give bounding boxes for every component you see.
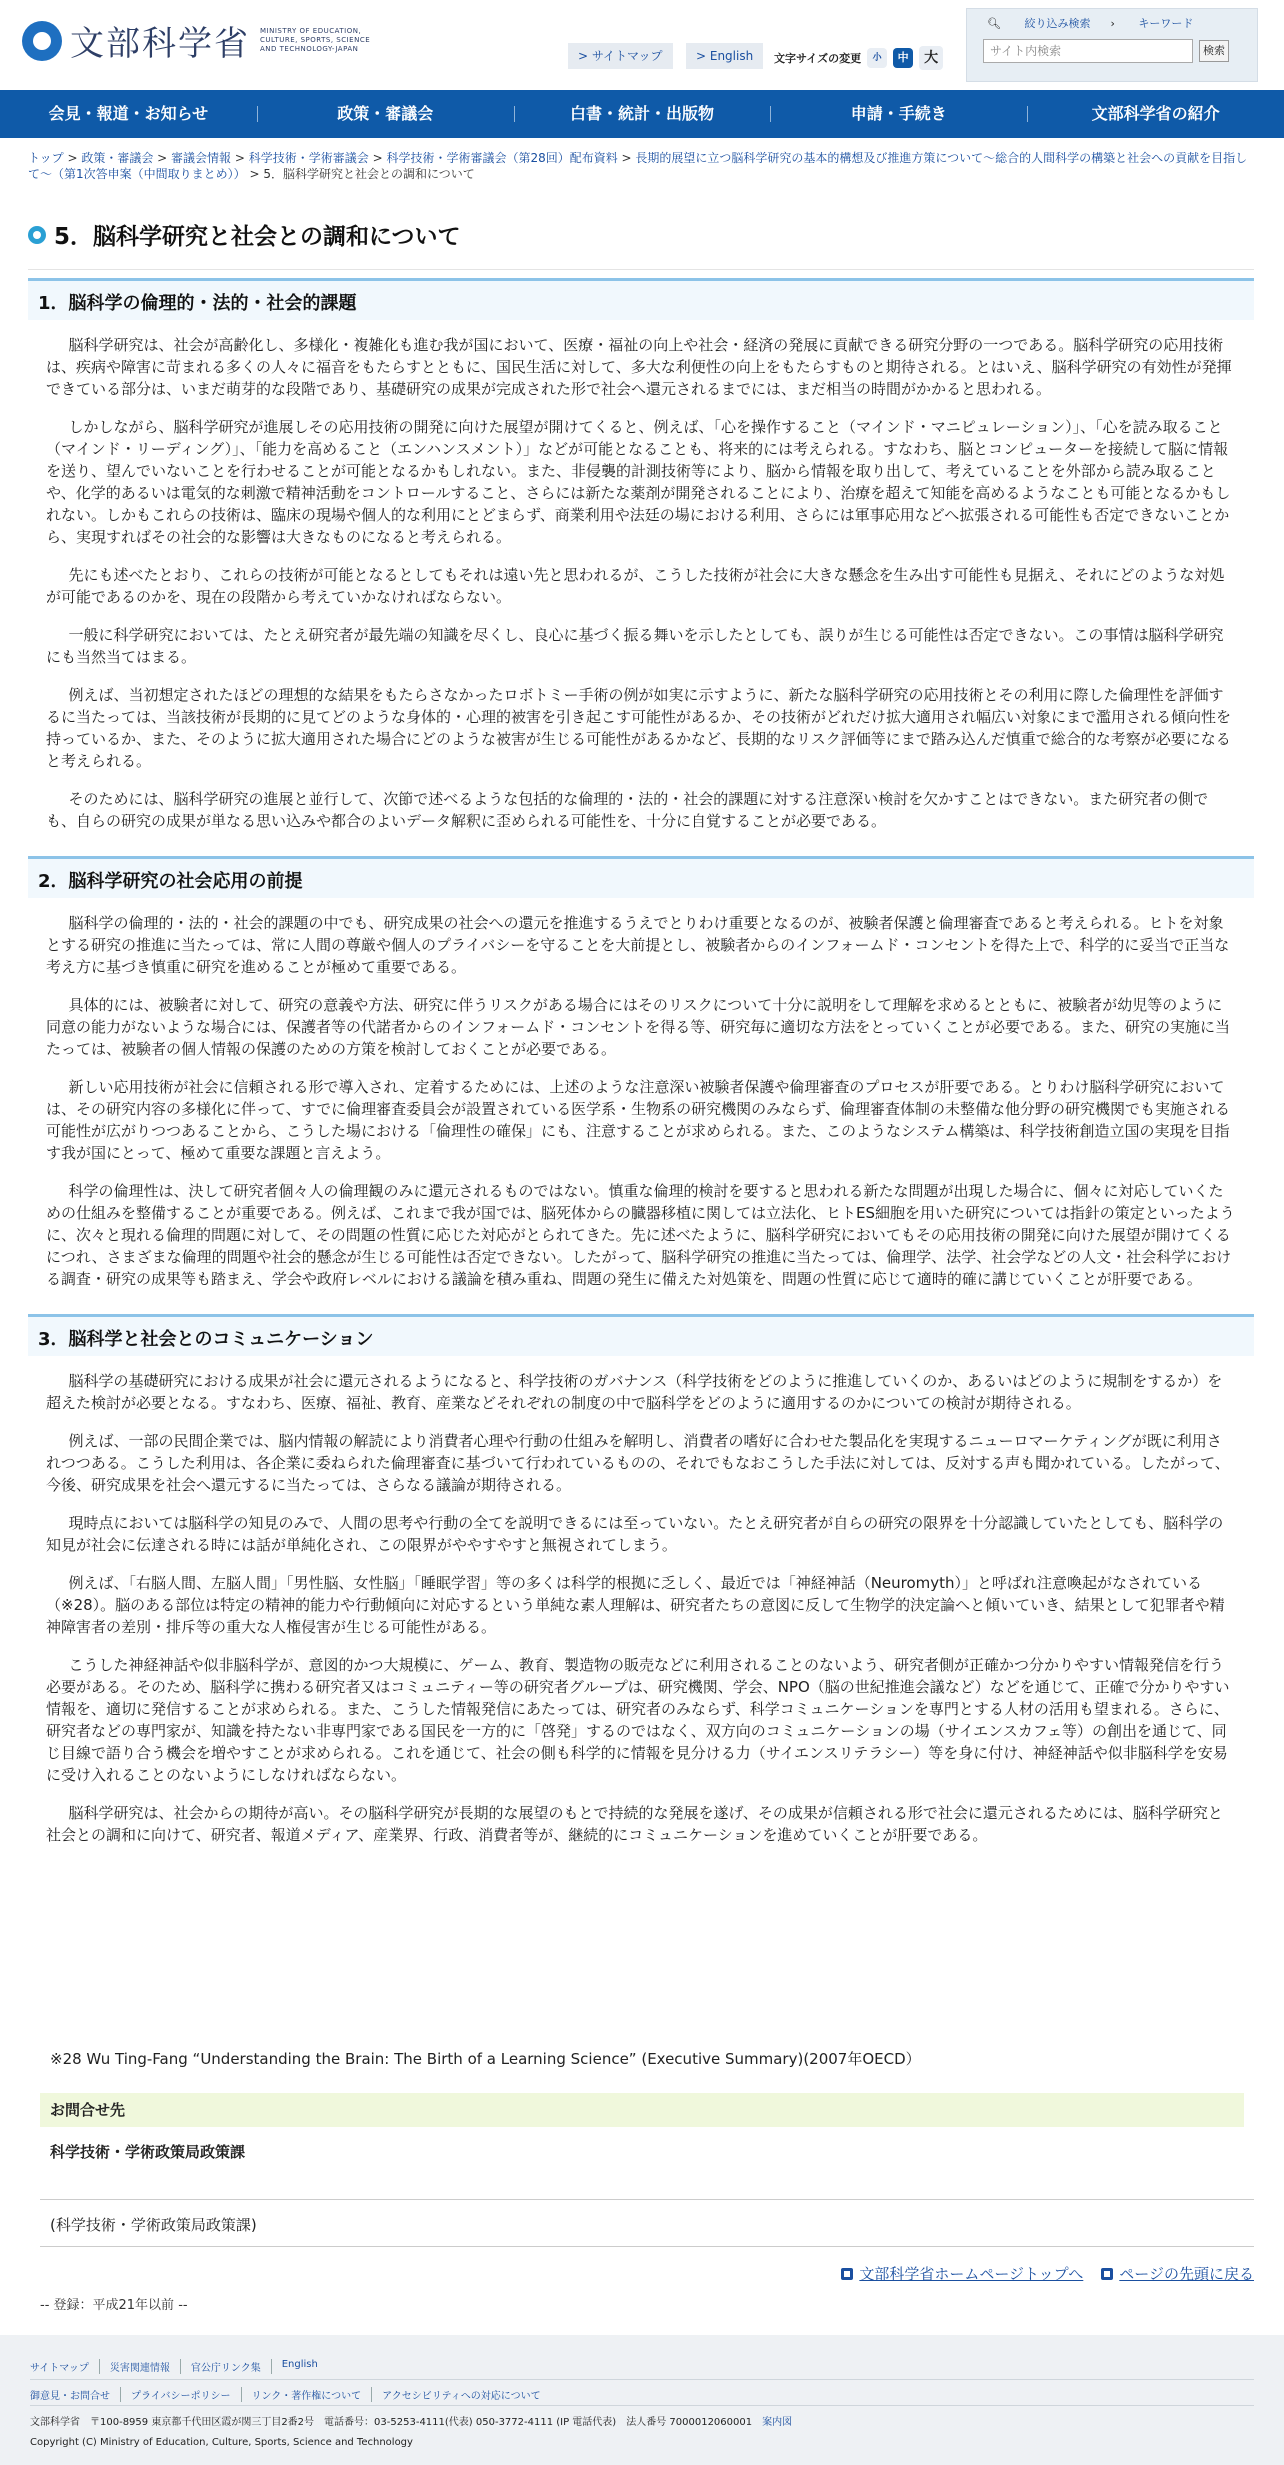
footer-link-accessibility[interactable]: アクセシビリティへの対応について <box>382 2391 541 2402</box>
gnav-about[interactable]: 文部科学省の紹介 <box>1027 90 1284 138</box>
paragraph: 一般に科学研究においては、たとえ研究者が最先端の知識を尽くし、良心に基づく振る舞いを示したとしても、誤りが生じる可能性は否定できない。この事情は脳科学研究にも当然当てはまる。 <box>46 626 1224 666</box>
section-heading-1: 1．脳科学の倫理的・法的・社会的課題 <box>28 278 1254 320</box>
paragraph: 例えば、「右脳人間、左脳人間」「男性脳、女性脳」「睡眠学習」等の多くは科学的根拠に乏しく、最近では「神経神話（Neuromyth）」と呼ばれ注意喚起がなされている（※28）。脳のある部位は特定の精神的能力や行動傾向に対応するという単純な素人理解は、研究者たちの意図に反して生物学的決定論へと傾いていき、結果として犯罪者や精神障害者の差別・排斥等の重大な人権侵害が生じる可能性がある。 <box>46 1574 1225 1636</box>
footer-link-government[interactable]: 官公庁リンク集 <box>190 2363 261 2374</box>
page-title: 5．脳科学研究と社会との調和について <box>28 200 1254 270</box>
footer-address: 文部科学省 〒100-8959 東京都千代田区霞が関三丁目2番2号 電話番号：03-5253-4111(代表) 050-3772-4111 (IP 電話代表) 法人番号 7000012060001 案内図 <box>30 2417 793 2428</box>
search-links <box>987 15 1213 31</box>
breadcrumb-item[interactable]: 科学技術・学術審議会（第28回）配布資料 <box>386 151 618 165</box>
divider <box>40 2199 1254 2200</box>
search-refine-link[interactable]: 🔍︎ 絞り込み検索 <box>987 17 1091 30</box>
font-small-button[interactable]: 小 <box>867 48 887 68</box>
section-heading-3: 3．脳科学と社会とのコミュニケーション <box>28 1314 1254 1356</box>
divider <box>40 2246 1254 2247</box>
paragraph: 脳科学研究は、社会が高齢化し、多様化・複雑化も進む我が国において、医療・福祉の向上や社会・経済の発展に貢献できる研究分野の一つである。脳科学研究の応用技術は、疾病や障害に苛まれる多くの人々に福音をもたらすとともに、国民生活に対して、多大な利便性の向上をもたらすものと期待される。とはいえ、脳科学研究の有効性が発揮できている部分は、いまだ萌芽的な段階であり、基礎研究の成果が完成された形で社会へ還元されるまでには、まだ相当の時間がかかると思われる。 <box>46 336 1232 398</box>
home-link[interactable]: 文部科学省ホームページトップへ <box>841 2263 1083 2284</box>
logo-english: MINISTRY OF EDUCATION, CULTURE, SPORTS, SCIENCE AND TECHNOLOGY-JAPAN <box>260 27 371 53</box>
global-nav <box>0 90 1284 138</box>
bullet-circle-icon <box>28 226 46 244</box>
bureau-name: (科学技術・学術政策局政策課) <box>50 2216 257 2234</box>
gnav-press[interactable]: 会見・報道・お知らせ <box>48 104 209 123</box>
font-size-label: 文字サイズの変更 <box>774 52 862 65</box>
search-keyword-link[interactable]: › キーワード <box>1110 17 1194 30</box>
paragraph: 例えば、当初想定されたほどの理想的な結果をもたらさなかったロボトミー手術の例が如実に示すように、新たな脳科学研究の応用技術とその利用に際した倫理性を評価するに当たっては、当該技術が長期的に見てどのような身体的・心理的被害を引き起こす可能性があるか、その技術がどれだけ拡大適用され幅広い対象にまで濫用される傾向性を持っているか、また、そのように拡大適用された場合にどのような被害が生じる可能性があるかなど、長期的なリスク評価等にまで踏み込んだ慎重で総合的な考察が必要になると考えられる。 <box>46 686 1232 770</box>
footer-links-row2 <box>30 2387 551 2402</box>
contact-department: 科学技術・学術政策局政策課 <box>50 2143 246 2161</box>
registered-date: -- 登録：平成21年以前 -- <box>40 2298 188 2313</box>
gnav-whitepaper[interactable]: 白書・統計・出版物 <box>514 90 771 138</box>
logo[interactable] <box>22 16 380 65</box>
site-footer <box>0 2335 1284 2465</box>
paragraph: しかしながら、脳科学研究が進展しその応用技術の開発に向けた展望が開けてくると、例えば、「心を操作すること（マインド・マニピュレーション）」、「心を読み取ること（マインド・リーディング）」、「能力を高めること（エンハンスメント）」などが可能となることも、将来的には考えられる。すなわち、脳とコンピューターを接続して脳に情報を送り、望んでいないことを行わせることが可能となるかもしれない。また、非侵襲的計測技術等により、脳から情報を取り出して、考えていることを外部から読み取ることや、化学的あるいは電気的な刺激で精神活動をコントロールすること、さらには新たな薬剤が開発されることにより、治療を超えて知能を高めるようなことも可能となるかもしれない。しかもこれらの技術は、臨床の現場や個人的な利用にとどまらず、商業利用や法廷の場における利用、さらには軍事応用などへ拡張される可能性も否定できないことから、実現すればその社会的な影響は大きなものになると考えられる。 <box>46 418 1231 546</box>
main-content <box>28 200 1254 1846</box>
paragraph: 具体的には、被験者に対して、研究の意義や方法、研究に伴うリスクがある場合にはそのリスクについて十分に説明をして理解を求めるとともに、被験者が幼児等のように同意の能力がないような場合には、保護者等の代諾者からのインフォームド・コンセントを得る等、研究毎に適切な方法をとっていくことが必要である。また、研究の実施に当たっては、被験者の個人情報の保護のための方策を検討しておくことが必要である。 <box>46 996 1230 1058</box>
paragraph: 脳科学の基礎研究における成果が社会に還元されるようになると、科学技術のガバナンス（科学技術をどのように推進していくのか、あるいはどのように規制をするか）を超えた検討が必要となる。すなわち、医療、福祉、教育、産業などそれぞれの制度の中で脳科学をどのように適用するのかについての検討が期待される。 <box>46 1372 1223 1412</box>
paragraph: こうした神経神話や似非脳科学が、意図的かつ大規模に、ゲーム、教育、製造物の販売などに利用されることのないよう、研究者側が正確かつ分かりやすい情報発信を行う必要がある。そのため、脳科学に携わる研究者又はコミュニティー等の研究者グループは、研究機関、学会、NPO（脳の世紀推進会議など）などを通じて、正確で分かりやすい情報を、適切に発信することが求められる。また、こうした情報発信にあたっては、研究者のみならず、科学コミュニケーションを専門とする人材の活用も望まれる。さらに、研究者などの専門家が、知識を持たない非専門家である国民を一方的に「啓発」するのではなく、双方向のコミュニケーションの場（サイエンスカフェ等）の創出を通じて、同じ目線で語り合う機会を増やすことが求められる。これを通じて、社会の側も科学的に情報を見分ける力（サイエンスリテラシー）等を身に付け、神経神話や似非脳科学を安易に受け入れることのないようにしなければならない。 <box>46 1656 1230 1784</box>
paragraph: 新しい応用技術が社会に信頼される形で導入され、定着するためには、上述のような注意深い被験者保護や倫理審査のプロセスが肝要である。とりわけ脳科学研究においては、その研究内容の多様化に伴って、すでに倫理審査委員会が設置されている医学系・生物系の研究機関のみならず、倫理審査体制の未整備な他分野の研究機関でも実施される可能性が広がりつつあることから、こうした場における「倫理性の確保」にも、注意することが求められる。また、このようなシステム構築は、科学技術創造立国の実現を目指す我が国にとって、極めて重要な課題と言えよう。 <box>46 1078 1230 1162</box>
footer-link-sitemap[interactable]: サイトマップ <box>30 2363 89 2374</box>
search-box <box>966 8 1258 82</box>
bottom-links <box>823 2263 1254 2284</box>
breadcrumb: トップ > 政策・審議会 > 審議会情報 > 科学技術・学術審議会 > 科学技術・学術審議会（第28回）配布資料 > 長期的展望に立つ脳科学研究の基本的構想及び推進方策について～総合的人間科学の構築と社会への貢献を目指して～（第1次答申案（中間取りまとめ）） > 5．脳科学研究と社会との調和について <box>28 151 1248 181</box>
search-input[interactable]: サイト内検索 <box>983 39 1193 63</box>
footer-map-link[interactable]: 案内図 <box>762 2417 793 2428</box>
font-medium-button[interactable]: 中 <box>893 48 913 68</box>
english-button[interactable]: > English <box>686 43 763 69</box>
breadcrumb-item[interactable]: トップ <box>28 151 64 165</box>
arrow-right-icon: › <box>1110 17 1119 30</box>
site-header <box>0 0 1284 90</box>
paragraph: 現時点においては脳科学の知見のみで、人間の思考や行動の全てを説明できるには至っていない。たとえ研究者が自らの研究の限界を十分認識していたとしても、脳科学の知見が社会に伝達される時には話が単純化され、この限界がややすやすと無視されてしまう。 <box>46 1514 1224 1554</box>
mext-logo-icon <box>22 21 62 61</box>
footer-divider <box>30 2405 1254 2406</box>
footer-link-copyright[interactable]: リンク・著作権について <box>251 2391 362 2402</box>
paragraph: 脳科学研究は、社会からの期待が高い。その脳科学研究が長期的な展望のもとで持続的な発展を遂げ、その成果が信頼される形で社会に還元されるためには、脳科学研究と社会との調和に向けて、研究者、報道メディア、産業界、行政、消費者等が、継続的にコミュニケーションを進めていくことが肝要である。 <box>46 1804 1223 1844</box>
arrow-up-icon <box>1101 2268 1113 2280</box>
footer-link-inquiry[interactable]: 御意見・お問合せ <box>30 2391 110 2402</box>
footer-link-disaster[interactable]: 災害関連情報 <box>109 2363 170 2374</box>
contact-heading: お問合せ先 <box>40 2093 1244 2127</box>
paragraph: 先にも述べたとおり、これらの技術が可能となるとしてもそれは遠い先と思われるが、こうした技術が社会に大きな懸念を生み出す可能性も見据え、それにどのような対処が可能であるのかを、現在の段階から考えていかなければならない。 <box>46 566 1225 606</box>
section-heading-2: 2．脳科学研究の社会応用の前提 <box>28 856 1254 898</box>
footer-link-english[interactable]: English <box>281 2359 318 2370</box>
font-size-control <box>774 46 943 70</box>
breadcrumb-item[interactable]: 長期的展望に立つ脳科学研究の基本的構想及び推進方策について～総合的人間科学の構築と社会への貢献を目指して～（第1次答申案（中間取りまとめ）） <box>28 151 1248 181</box>
footer-link-privacy[interactable]: プライバシーポリシー <box>131 2391 231 2402</box>
gnav-policy[interactable]: 政策・審議会 <box>257 90 514 138</box>
breadcrumb-item[interactable]: 科学技術・学術審議会 <box>248 151 369 165</box>
breadcrumb-current: 5．脳科学研究と社会との調和について <box>263 167 475 181</box>
paragraph: そのためには、脳科学研究の進展と並行して、次節で述べるような包括的な倫理的・法的・社会的課題に対する注意深い検討を欠かすことはできない。また研究者の側でも、自らの研究の成果が単なる思い込みや都合のよいデータ解釈に歪められる可能性を、十分に自覚することが必要である。 <box>46 790 1209 830</box>
breadcrumb-item[interactable]: 政策・審議会 <box>81 151 154 165</box>
footer-copyright: Copyright (C) Ministry of Education, Culture, Sports, Science and Technology <box>30 2437 413 2448</box>
arrow-left-icon <box>841 2268 853 2280</box>
contact-box <box>40 2093 1244 2162</box>
footer-links-row1 <box>30 2359 328 2374</box>
pagetop-link[interactable]: ページの先頭に戻る <box>1101 2263 1254 2284</box>
search-button[interactable]: 検索 <box>1199 40 1229 62</box>
footer-divider <box>30 2379 1254 2380</box>
font-large-button[interactable]: 大 <box>919 46 943 70</box>
paragraph: 科学の倫理性は、決して研究者個々人の倫理観のみに還元されるものではない。慎重な倫理的検討を要すると思われる新たな問題が出現した場合に、個々に対応していくための仕組みを整備することが重要である。例えば、これまで我が国では、脳死体からの臓器移植に関しては立法化、ヒトES細胞を用いた研究については指針の策定といったように、次々と現れる倫理的問題に対して、その問題の性質に応じた対応がとられてきた。先に述べたように、脳科学研究においてもその応用技術の開発に向けた展望が開けてくるにつれ、さまざまな倫理的問題や社会的懸念が生じる可能性は否定できない。したがって、脳科学研究の推進に当たっては、倫理学、法学、社会学などの人文・社会科学における調査・研究の成果等も踏まえ、学会や政府レベルにおける議論を積み重ね、問題の発生に備えた対処策を、問題の性質に応じて適時的確に講じていくことが肝要である。 <box>46 1182 1235 1288</box>
logo-name: 文部科学省 <box>70 24 250 64</box>
sitemap-button[interactable]: > サイトマップ <box>568 43 673 69</box>
gnav-application[interactable]: 申請・手続き <box>770 90 1027 138</box>
breadcrumb-item[interactable]: 審議会情報 <box>171 151 232 165</box>
paragraph: 脳科学の倫理的・法的・社会的課題の中でも、研究成果の社会への還元を推進するうえでとりわけ重要となるのが、被験者保護と倫理審査であると考えられる。ヒトを対象とする研究の推進に当たっては、常に人間の尊厳や個人のプライバシーを守ることを大前提とし、被験者からのインフォームド・コンセントを得た上で、科学的に妥当で正当な考え方に基づき慎重に研究を進めることが極めて重要である。 <box>46 914 1230 976</box>
paragraph: 例えば、一部の民間企業では、脳内情報の解読により消費者心理や行動の仕組みを解明し、消費者の嗜好に合わせた製品化を実現するニューロマーケティングが既に利用されつつある。こうした利用は、各企業に委ねられた倫理審査に基づいて行われているものの、それでもなおこうした手法に対しては、反対する声も聞かれている。したがって、今後、研究成果を社会へ還元するに当たっては、さらなる議論が期待される。 <box>46 1432 1230 1494</box>
footnote: ※28 Wu Ting-Fang “Understanding the Brain: The Birth of a Learning Science” (Executive Summary)(2007年OECD） <box>50 2050 921 2068</box>
search-icon: 🔍︎ <box>987 17 1005 30</box>
